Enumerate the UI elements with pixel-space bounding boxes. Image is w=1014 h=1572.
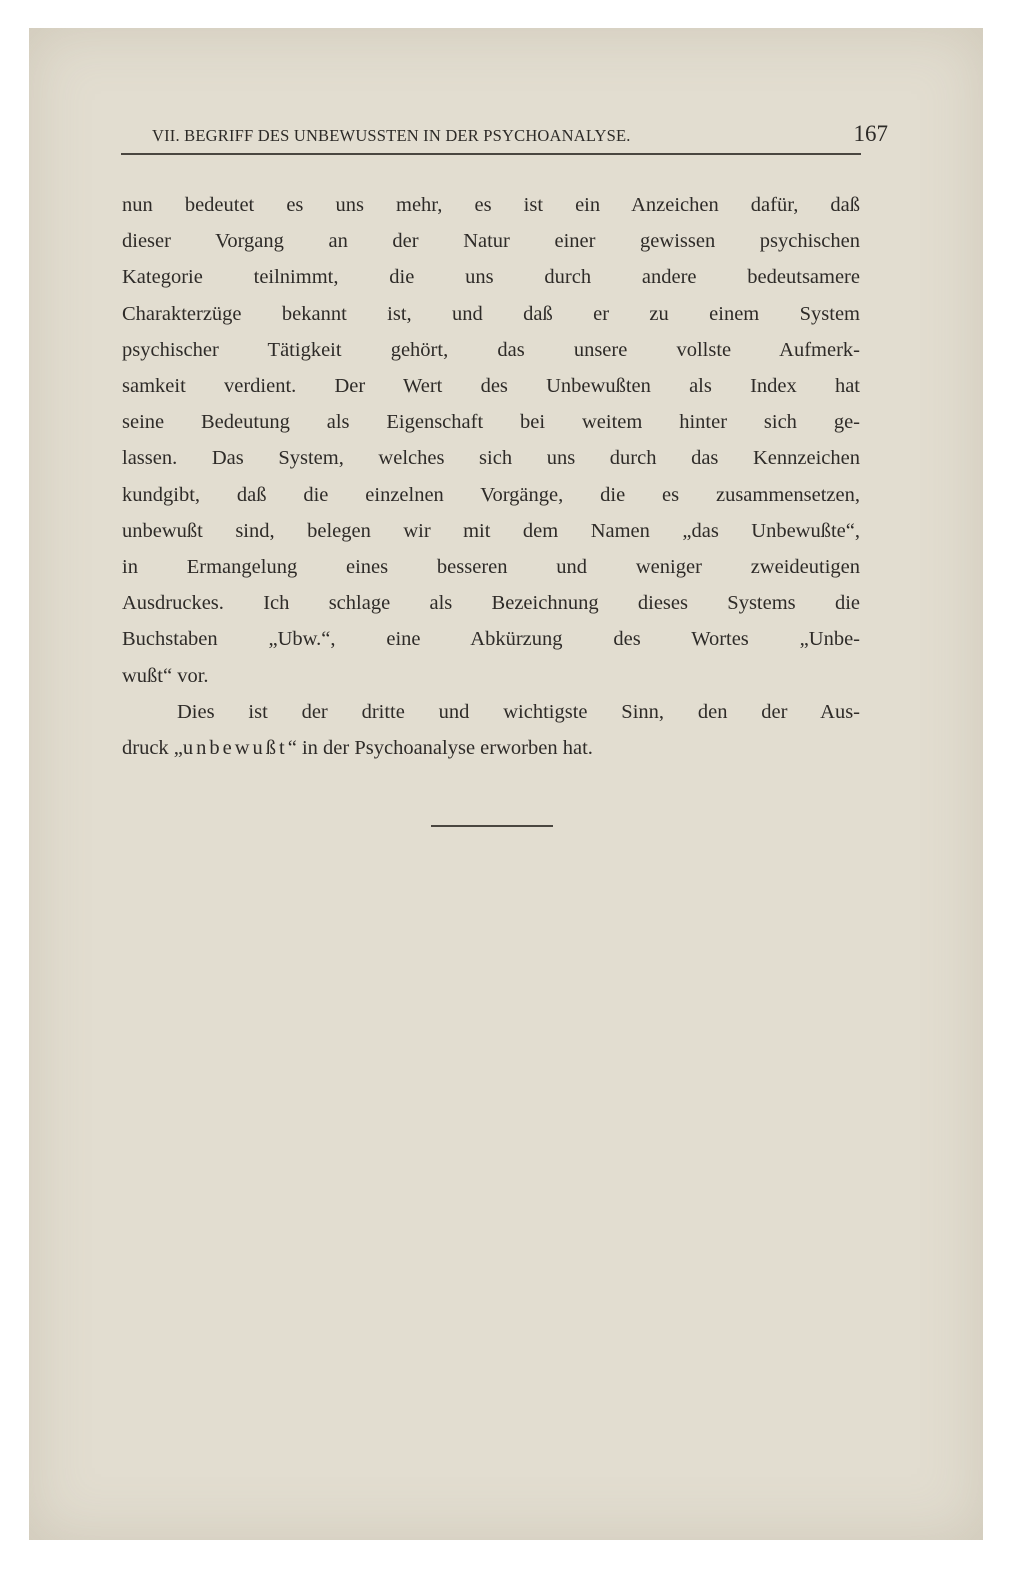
text-line: seine Bedeutung als Eigenschaft bei weitem hinter sich ge-	[122, 411, 860, 434]
text-line: kundgibt, daß die einzelnen Vorgänge, die es zusammensetzen,	[122, 483, 860, 506]
chapter-title: VII. BEGRIFF DES UNBEWUSSTEN IN DER PSYCHOANALYSE.	[152, 126, 631, 145]
text-line: lassen. Das System, welches sich uns durch das Kennzeichen	[122, 447, 860, 470]
text-line: Kategorie teilnimmt, die uns durch andere bedeutsamere	[122, 266, 860, 289]
emphasized-term: unbewußt	[182, 737, 288, 760]
text-line: Dies ist der dritte und wichtigste Sinn, den der Aus-	[177, 700, 860, 723]
text-line: wußt“ vor.	[122, 664, 209, 687]
text-line: Charakterzüge bekannt ist, und daß er zu einem System	[122, 302, 860, 325]
text-line: in Ermangelung eines besseren und weniger zweideutigen	[122, 556, 860, 579]
text-line	[122, 730, 860, 766]
text-segment: “ in der Psychoanalyse erworben hat.	[287, 737, 593, 760]
paragraph-1	[122, 187, 860, 694]
text-segment: druck „	[122, 737, 183, 760]
running-header	[152, 121, 888, 151]
page-number: 167	[853, 121, 888, 146]
text-line: psychischer Tätigkeit gehört, das unsere vollste Aufmerk-	[122, 338, 860, 361]
header-rule	[121, 153, 861, 155]
text-line: Ausdruckes. Ich schlage als Bezeichnung dieses Systems die	[122, 592, 860, 615]
book-page	[29, 28, 983, 1540]
text-line: Buchstaben „Ubw.“, eine Abkürzung des Wortes „Unbe-	[122, 628, 860, 651]
section-end-rule	[431, 825, 553, 827]
paragraph-2	[122, 694, 860, 766]
text-line: dieser Vorgang an der Natur einer gewissen psychischen	[122, 230, 860, 253]
text-line: samkeit verdient. Der Wert des Unbewußten als Index hat	[122, 375, 860, 398]
text-line: unbewußt sind, belegen wir mit dem Namen „das Unbewußte“,	[122, 519, 860, 542]
body-text	[122, 187, 860, 766]
text-line: nun bedeutet es uns mehr, es ist ein Anzeichen dafür, daß	[122, 194, 860, 216]
